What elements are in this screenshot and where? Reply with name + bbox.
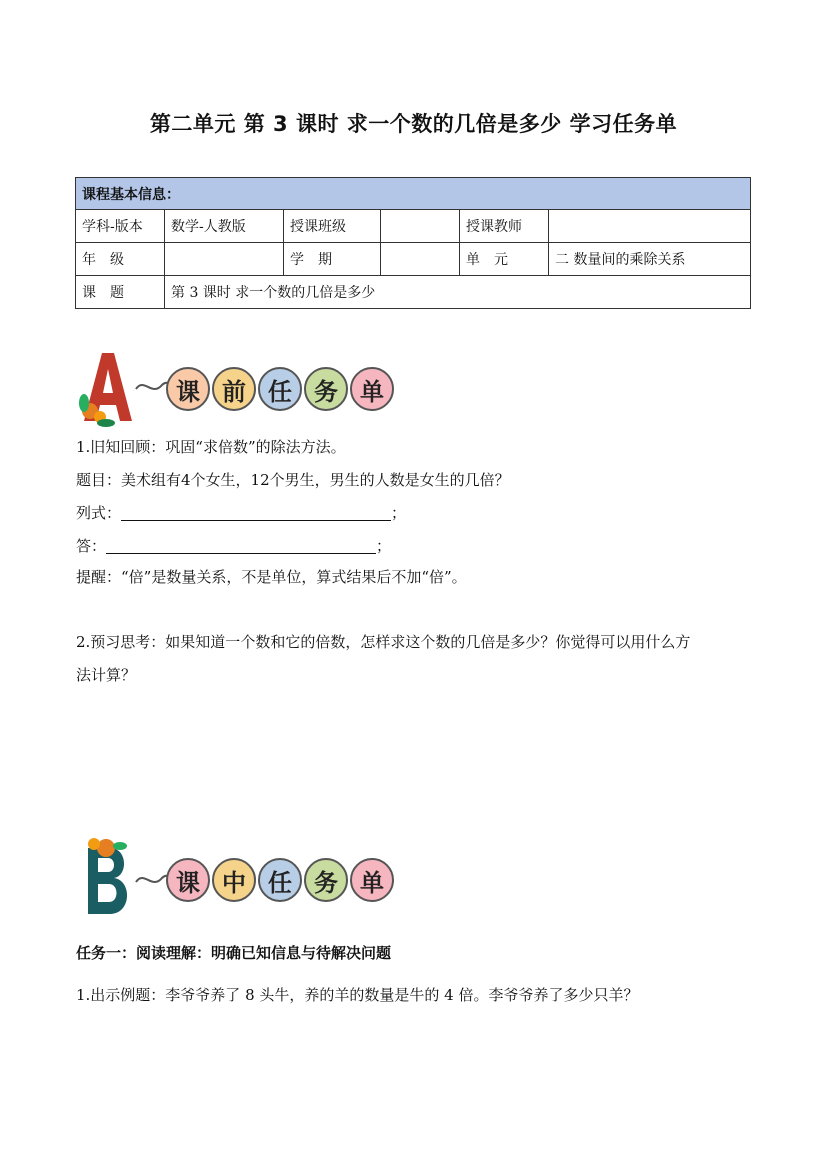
term-label: 学期 (284, 243, 381, 276)
banner-b-char-2: 中 (212, 858, 256, 902)
banner-a-char-3: 任 (258, 367, 302, 411)
unit-value: 二 数量间的乘除关系 (549, 243, 751, 276)
task-one-question: 1.出示例题：李爷爷养了 8 头牛，养的羊的数量是牛的 4 倍。李爷爷养了多少只羊？ (76, 986, 639, 1004)
term-value (381, 243, 460, 276)
in-class-task-banner (76, 838, 416, 922)
class-label: 授课班级 (284, 210, 381, 243)
answer-semicolon: ； (376, 537, 392, 555)
lesson-label: 课题 (76, 276, 165, 309)
banner-b-char-1: 课 (166, 858, 210, 902)
review-question: 1.旧知回顾：巩固“求倍数”的除法方法。 (76, 438, 346, 456)
banner-b-char-3: 任 (258, 858, 302, 902)
teacher-value (549, 210, 751, 243)
review-problem: 题目：美术组有4个女生，12个男生，男生的人数是女生的几倍？ (76, 471, 510, 489)
class-value (381, 210, 460, 243)
preview-question-line-2: 法计算？ (76, 666, 137, 684)
answer-label: 答： (76, 537, 107, 555)
subject-value: 数学-人教版 (165, 210, 284, 243)
formula-blank (121, 504, 391, 521)
preview-question-line-1: 2.预习思考：如果知道一个数和它的倍数，怎样求这个数的几倍是多少？你觉得可以用什么方 (76, 633, 691, 651)
banner-a-char-5: 单 (350, 367, 394, 411)
grade-label: 年级 (76, 243, 165, 276)
subject-label: 学科-版本 (76, 210, 165, 243)
banner-b-char-5: 单 (350, 858, 394, 902)
decorative-letter-b-icon (76, 838, 136, 922)
course-info-header: 课程基本信息： (76, 178, 751, 210)
course-info-table (75, 177, 751, 309)
answer-line (76, 535, 391, 557)
formula-label: 列式： (76, 504, 122, 522)
grade-value (165, 243, 284, 276)
pre-class-task-banner (76, 345, 416, 429)
decorative-letter-a-icon (76, 345, 136, 429)
formula-line (76, 502, 406, 524)
lesson-value: 第 3 课时 求一个数的几倍是多少 (165, 276, 751, 309)
formula-semicolon: ； (391, 504, 407, 522)
banner-b-char-4: 务 (304, 858, 348, 902)
task-one-title: 任务一：阅读理解：明确已知信息与待解决问题 (76, 944, 392, 962)
page-title: 第二单元 第 3 课时 求一个数的几倍是多少 学习任务单 (149, 112, 678, 136)
banner-a-char-4: 务 (304, 367, 348, 411)
answer-blank (106, 537, 376, 554)
banner-a-char-1: 课 (166, 367, 210, 411)
reminder-text: 提醒：“倍”是数量关系，不是单位，算式结果后不加“倍”。 (76, 568, 467, 586)
teacher-label: 授课教师 (460, 210, 549, 243)
unit-label: 单元 (460, 243, 549, 276)
banner-a-char-2: 前 (212, 367, 256, 411)
